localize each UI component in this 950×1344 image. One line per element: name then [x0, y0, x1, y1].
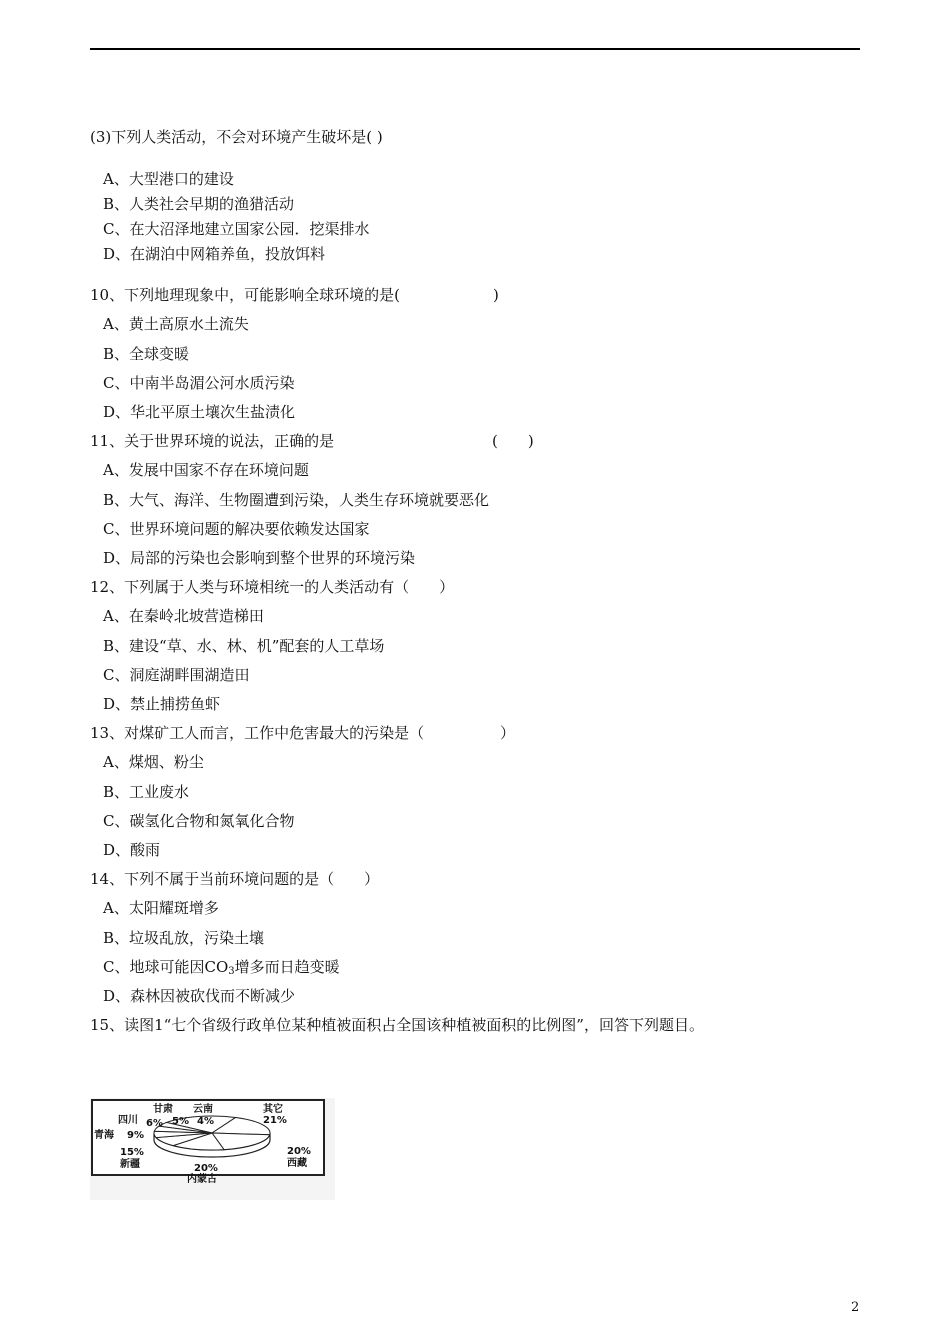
q13-blank-close: ） — [500, 724, 516, 742]
q11-option-a: A、发展中国家不存在环境问题 — [103, 461, 309, 479]
q13-option-b: B、工业废水 — [103, 783, 190, 801]
q11-option-b: B、大气、海洋、生物圈遭到污染，人类生存环境就要恶化 — [103, 491, 490, 509]
label-gansu-name: 甘肃 — [153, 1104, 173, 1115]
label-yunnan-name: 云南 — [193, 1104, 213, 1115]
header-rule — [90, 48, 860, 50]
label-neimenggu-name: 内蒙古 — [187, 1174, 217, 1185]
q12-option-c: C、洞庭湖畔围湖造田 — [103, 666, 250, 684]
q10-stem: 10、下列地理现象中，可能影响全球环境的是( — [90, 286, 400, 304]
label-sichuan-name: 四川 — [118, 1115, 138, 1126]
q10-option-c: C、中南半岛湄公河水质污染 — [103, 374, 295, 392]
q14-option-c-post: 增多而日趋变暖 — [234, 958, 340, 976]
q11-stem: 11、关于世界环境的说法，正确的是 — [90, 432, 335, 450]
q3-option-b: B、人类社会早期的渔猎活动 — [103, 195, 295, 213]
q10-option-a: A、黄土高原水土流失 — [103, 315, 249, 333]
label-gansu-value: 5% — [172, 1116, 189, 1127]
label-xinjiang-name: 新疆 — [120, 1159, 140, 1170]
q13-stem: 13、对煤矿工人而言，工作中危害最大的污染是（ — [90, 724, 425, 742]
q14-option-d: D、森林因被砍伐而不断减少 — [103, 987, 296, 1005]
q3-stem: (3)下列人类活动，不会对环境产生破坏是( ) — [90, 128, 383, 146]
q12-option-a: A、在秦岭北坡营造梯田 — [103, 607, 264, 625]
q15-stem: 15、读图1“七个省级行政单位某种植被面积占全国该种植被面积的比例图”，回答下列题目。 — [90, 1016, 704, 1034]
label-other-value: 21% — [263, 1115, 287, 1126]
q3-option-d: D、在湖泊中网箱养鱼，投放饵料 — [103, 245, 326, 263]
figure-pie-chart — [90, 1098, 335, 1200]
q14-stem: 14、下列不属于当前环境问题的是（ ） — [90, 870, 380, 888]
q13-option-a: A、煤烟、粉尘 — [103, 753, 204, 771]
q14-option-c-pre: C、地球可能因CO — [103, 958, 229, 976]
q10-option-d: D、华北平原土壤次生盐渍化 — [103, 403, 296, 421]
label-other-name: 其它 — [263, 1104, 283, 1115]
q11-blank: ( ) — [492, 432, 534, 450]
q14-option-b: B、垃圾乱放，污染土壤 — [103, 929, 265, 947]
q10-option-b: B、全球变暖 — [103, 345, 190, 363]
q14-option-a: A、太阳耀斑增多 — [103, 899, 219, 917]
q14-option-c-subscript: 3 — [228, 966, 235, 977]
q3-option-c: C、在大沼泽地建立国家公园．挖渠排水 — [103, 220, 370, 238]
q10-blank-close: ) — [493, 286, 499, 304]
label-qinghai-value: 9% — [127, 1130, 144, 1141]
label-xizang-name: 西藏 — [287, 1158, 307, 1169]
label-xinjiang-value: 15% — [120, 1147, 144, 1158]
q3-option-a: A、大型港口的建设 — [103, 170, 234, 188]
label-qinghai-name: 青海 — [94, 1130, 114, 1141]
page-number: 2 — [851, 1300, 860, 1315]
q12-stem: 12、下列属于人类与环境相统一的人类活动有（ ） — [90, 578, 455, 596]
q13-option-d: D、酸雨 — [103, 841, 161, 859]
q14-option-c — [103, 957, 340, 982]
label-xizang-value: 20% — [287, 1146, 311, 1157]
q11-option-d: D、局部的污染也会影响到整个世界的环境污染 — [103, 549, 416, 567]
label-yunnan-value: 4% — [197, 1116, 214, 1127]
label-sichuan-value: 6% — [146, 1118, 163, 1129]
q11-option-c: C、世界环境问题的解决要依赖发达国家 — [103, 520, 370, 538]
q12-option-d: D、禁止捕捞鱼虾 — [103, 695, 221, 713]
label-neimenggu-value: 20% — [194, 1163, 218, 1174]
q13-option-c: C、碳氢化合物和氮氧化合物 — [103, 812, 295, 830]
q12-option-b: B、建设“草、水、林、机”配套的人工草场 — [103, 637, 385, 655]
